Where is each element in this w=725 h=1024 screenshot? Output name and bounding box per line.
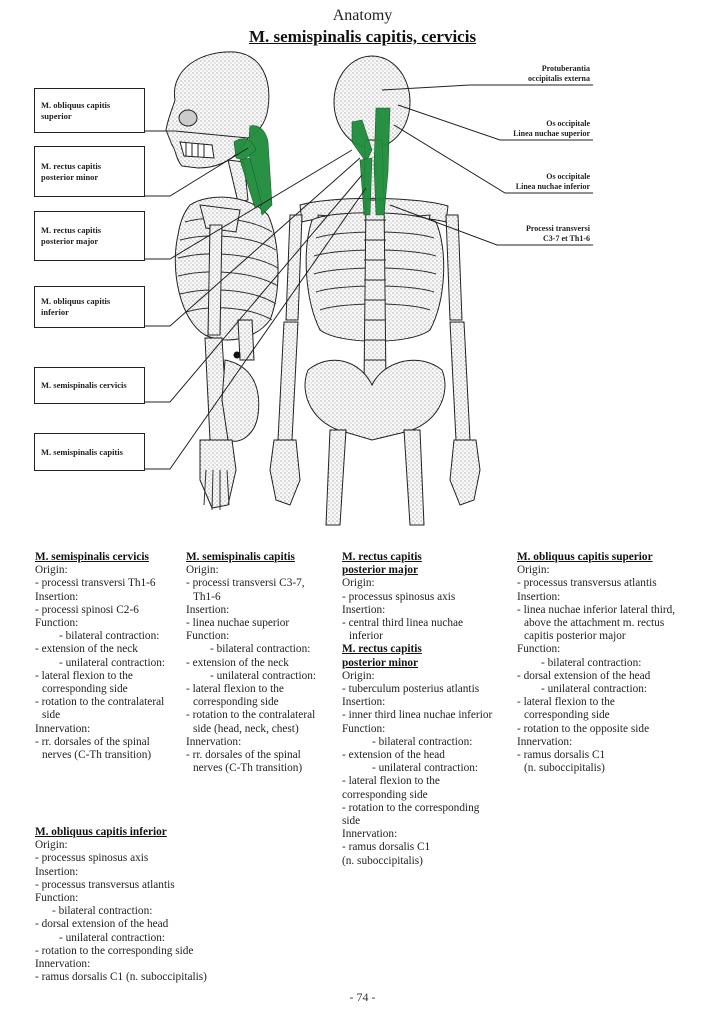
section-rectus-capitis: M. rectus capitis posterior major Origin: - processus spinosus axis Insertion: - central third linea nuchae inferior M. rectus capitis posterior minor Origin: - tuberculum posterius atlantis Insertion: - inner third linea nuchae inferior Function: - bilateral contraction: - extension of the head - unilateral contraction: - lateral flexion to the corresponding side - rotation to the corresponding side Innervation: - ramus dorsalis C1 (n. suboccipitalis) <box>342 551 493 867</box>
page-number: - 74 - <box>349 990 376 1004</box>
label-semispinalis-capitis: M. semispinalis capitis <box>34 433 145 471</box>
section-heading: M. semispinalis capitis <box>186 551 295 563</box>
section-heading: M. obliquus capitis inferior <box>35 826 167 838</box>
label-obliquus-inferior: M. obliquus capitis inferior <box>34 286 145 328</box>
section-heading: M. semispinalis cervicis <box>35 551 149 563</box>
label-linea-nuchae-inferior: Os occipitale Linea nuchae inferior <box>515 172 590 191</box>
section-heading-rectus-major: M. rectus capitis <box>342 551 422 563</box>
label-obliquus-superior: M. obliquus capitis superior <box>34 88 145 133</box>
label-processi-transversi: Processi transversi C3-7 et Th1-6 <box>525 224 590 243</box>
section-heading-rectus-minor: M. rectus capitis <box>342 643 422 656</box>
subject-heading: Anatomy <box>332 7 393 24</box>
label-rectus-major: M. rectus capitis posterior major <box>34 211 145 261</box>
label-linea-nuchae-superior: Os occipitale Linea nuchae superior <box>513 119 590 138</box>
posterior-skeleton <box>270 56 480 525</box>
label-protuberantia: Protuberantia occipitalis externa <box>528 64 590 83</box>
lateral-skeleton <box>166 52 278 510</box>
label-semispinalis-cervicis: M. semispinalis cervicis <box>34 367 145 404</box>
page-title: M. semispinalis capitis, cervicis <box>248 27 477 46</box>
section-semispinalis-cervicis: M. semispinalis cervicis Origin: - processi transversi Th1-6 Insertion: - processi spinosi C2-6 Function: - bilateral contraction: - extension of the neck - unilateral contraction: - lateral flexion to the corresponding side - rotation to the contralateral side Innervation: - rr. dorsales of the spinal nerves (C-Th transition) <box>35 551 166 762</box>
section-semispinalis-capitis: M. semispinalis capitis Origin: - processi transversi C3-7, Th1-6 Insertion: - linea nuchae superior Function: - bilateral contraction: - extension of the neck - unilateral contraction: - lateral flexion to the corresponding side - rotation to the contralateral side (head, neck, chest) Innervation: - rr. dorsales of the spinal nerves (C-Th transition) <box>186 551 317 775</box>
section-obliquus-inferior: M. obliquus capitis inferior Origin: - processus spinosus axis Insertion: - processus transversus atlantis Function: - bilateral contraction: - dorsal extension of the head - unilateral contraction: - rotation to the corresponding side Innervation: - ramus dorsalis C1 (n. suboccipitalis) <box>35 826 207 984</box>
section-obliquus-superior: M. obliquus capitis superior Origin: - processus transversus atlantis Insertion: - linea nuchae inferior lateral third, above the attachment m. rectus capitis posterior major Function: - bilateral contraction: - dorsal extension of the head - unilateral contraction: - lateral flexion to the corresponding side - rotation to the opposite side Innervation: - ramus dorsalis C1 (n. suboccipitalis) <box>517 551 676 775</box>
section-heading: M. obliquus capitis superior <box>517 551 653 563</box>
label-rectus-minor: M. rectus capitis posterior minor <box>34 146 145 197</box>
